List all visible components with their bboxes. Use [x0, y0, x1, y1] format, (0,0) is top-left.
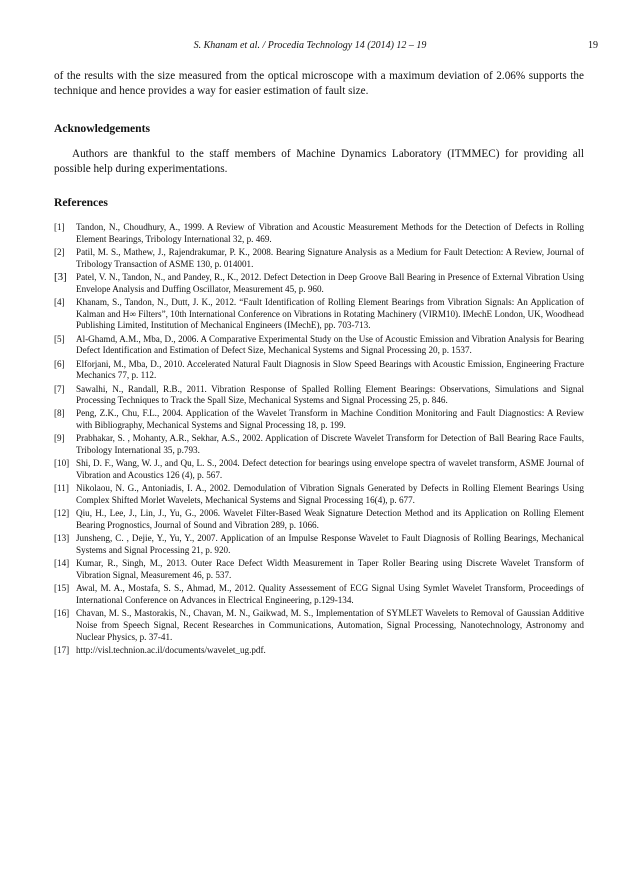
- reference-text: Khanam, S., Tandon, N., Dutt, J. K., 2012. “Fault Identification of Rolling Element Bearings from Vibration Signals: An Application of Kalman and H∞ Filters”, 10th International Conference on Vibrations in Rotating Machinery (VIRM10). IMechE London, UK, Woodhead Publishing Limited, Institution of Mechanical Engineers (IMechE), pp. 703-713.: [76, 296, 584, 331]
- reference-item: [54, 483, 584, 506]
- reference-item: [54, 508, 584, 531]
- reference-item: [54, 533, 584, 556]
- page-number: 19: [588, 40, 598, 51]
- reference-number: [11]: [54, 483, 69, 494]
- reference-number: [8]: [54, 408, 65, 419]
- reference-link[interactable]: http://visl.technion.ac.il/documents/wavelet_ug.pdf.: [76, 644, 266, 655]
- reference-text: Prabhakar, S. , Mohanty, A.R., Sekhar, A.S., 2002. Application of Discrete Wavelet Transform for Detection of Ball Bearing Race Faults, Tribology International 35, p.793.: [76, 433, 584, 456]
- reference-text: Nikolaou, N. G., Antoniadis, I. A., 2002. Demodulation of Vibration Signals Generated by Defects in Rolling Element Bearings Using Complex Shifted Morlet Wavelets, Mechanical Systems and Signal Processing 16(4), p. 677.: [76, 483, 584, 506]
- reference-item: [54, 408, 584, 431]
- reference-item: [54, 558, 584, 581]
- reference-number: [14]: [54, 558, 70, 569]
- reference-number: [13]: [54, 533, 70, 544]
- reference-item: [54, 645, 584, 657]
- reference-text: Patil, M. S., Mathew, J., Rajendrakumar, P. K., 2008. Bearing Signature Analysis as a Medium for Fault Detection: A Review, Journal of Tribology Transaction of ASME 130, p. 014001.: [76, 246, 584, 269]
- reference-text: Awal, M. A., Mostafa, S. S., Ahmad, M., 2012. Quality Assessement of ECG Signal Using Symlet Wavelet Transform, Proceedings of International Conference on Advances in Electrical Engineering, p.129-134.: [76, 583, 584, 605]
- reference-item: [54, 458, 584, 481]
- reference-number: [1]: [54, 222, 65, 232]
- reference-text: Junsheng, C. , Dejie, Y., Yu, Y., 2007. Application of an Impulse Response Wavelet to Fault Diagnosis of Rolling Bearings, Mechanical Systems and Signal Processing 21, p. 920.: [76, 533, 584, 555]
- reference-text: Chavan, M. S., Mastorakis, N., Chavan, M. N., Gaikwad, M. S., Implementation of SYMLET Wavelets to Removal of Gaussian Additive Noise from Speech Signal, Recent Researches in Communications, Automation, Signal Processing, Nanotechnology, Astronomy and Nuclear Physics, p. 37-41.: [76, 608, 584, 642]
- reference-item: [54, 297, 584, 332]
- reference-item: [54, 433, 584, 456]
- reference-number: [15]: [54, 583, 70, 594]
- reference-number: [12]: [54, 508, 70, 519]
- reference-item: [54, 359, 584, 382]
- reference-number: [10]: [54, 458, 70, 469]
- reference-text: Shi, D. F., Wang, W. J., and Qu, L. S., 2004. Defect detection for bearings using envelope spectra of wavelet transform, ASME Journal of Vibration and Acoustics 126 (4), p. 567.: [76, 458, 584, 481]
- reference-number: [7]: [54, 383, 65, 394]
- reference-item: [54, 384, 584, 407]
- reference-text: Tandon, N., Choudhury, A., 1999. A Review of Vibration and Acoustic Measurement Methods for the Detection of Defects in Rolling Element Bearings, Tribology International 32, p. 469.: [76, 222, 584, 244]
- reference-list: [54, 222, 584, 657]
- reference-text: Qiu, H., Lee, J., Lin, J., Yu, G., 2006. Wavelet Filter-Based Weak Signature Detection Method and its Application on Rolling Element Bearing Prognostics, Journal of Sound and Vibration 289, p. 1066.: [76, 508, 584, 531]
- reference-text: Patel, V. N., Tandon, N., and Pandey, R., K., 2012. Defect Detection in Deep Groove Ball Bearing in Presence of External Vibration Using Envelope Analysis and Duffing Oscillator, Measurement 45, p. 960.: [76, 271, 584, 294]
- reference-number: [9]: [54, 433, 65, 444]
- reference-item: [54, 272, 584, 295]
- reference-number: [2]: [54, 246, 65, 257]
- reference-text: Al-Ghamd, A.M., Mba, D., 2006. A Comparative Experimental Study on the Use of Acoustic Emission and Vibration Analysis for Bearing Defect Identification and Estimation of Defect Size, Mechanical Systems and Signal Processing 20, p. 1537.: [76, 333, 584, 356]
- reference-number: [6]: [54, 358, 65, 369]
- running-header: [0, 40, 638, 54]
- acknowledgements-heading: Acknowledgements: [54, 122, 150, 135]
- reference-number: [16]: [54, 608, 70, 619]
- reference-text: Kumar, R., Singh, M., 2013. Outer Race Defect Width Measurement in Taper Roller Bearing using Discrete Wavelet Transform of Vibration Signal, Measurement 46, p. 537.: [76, 558, 584, 580]
- header-title: S. Khanam et al. / Procedia Technology 14 (2014) 12 – 19: [193, 40, 427, 51]
- reference-text: Peng, Z.K., Chu, F.L., 2004. Application of the Wavelet Transform in Machine Condition Monitoring and Fault Diagnostics: A Review with Bibliography, Mechanical Systems and Signal Processing 18, p. 199.: [76, 408, 584, 431]
- reference-number: [3]: [54, 270, 67, 283]
- reference-text: Elforjani, M., Mba, D., 2010. Accelerated Natural Fault Diagnosis in Slow Speed Bearings with Acoustic Emission, Engineering Fracture Mechanics 77, p. 112.: [76, 358, 584, 381]
- references-heading: References: [54, 196, 108, 209]
- reference-number: [5]: [54, 333, 65, 344]
- reference-item: [54, 222, 584, 245]
- reference-item: [54, 334, 584, 357]
- acknowledgements-text: Authors are thankful to the staff members of Machine Dynamics Laboratory (ITMMEC) for providing all possible help during experimentations.: [54, 148, 584, 175]
- reference-item: [54, 247, 584, 270]
- reference-item: [54, 608, 584, 643]
- reference-item: [54, 583, 584, 606]
- reference-text: Sawalhi, N., Randall, R.B., 2011. Vibration Response of Spalled Rolling Element Bearings: Observations, Simulations and Signal Processing Techniques to Track the Spall Size, Mechanical Systems and Signal Processing 25, p. 846.: [76, 383, 584, 406]
- reference-number: [4]: [54, 296, 65, 307]
- page-body: [54, 69, 584, 658]
- intro-paragraph: of the results with the size measured from the optical microscope with a maximum deviation of 2.06% supports the technique and hence provides a way for easier estimation of fault size.: [54, 70, 584, 97]
- reference-number: [17]: [54, 644, 70, 655]
